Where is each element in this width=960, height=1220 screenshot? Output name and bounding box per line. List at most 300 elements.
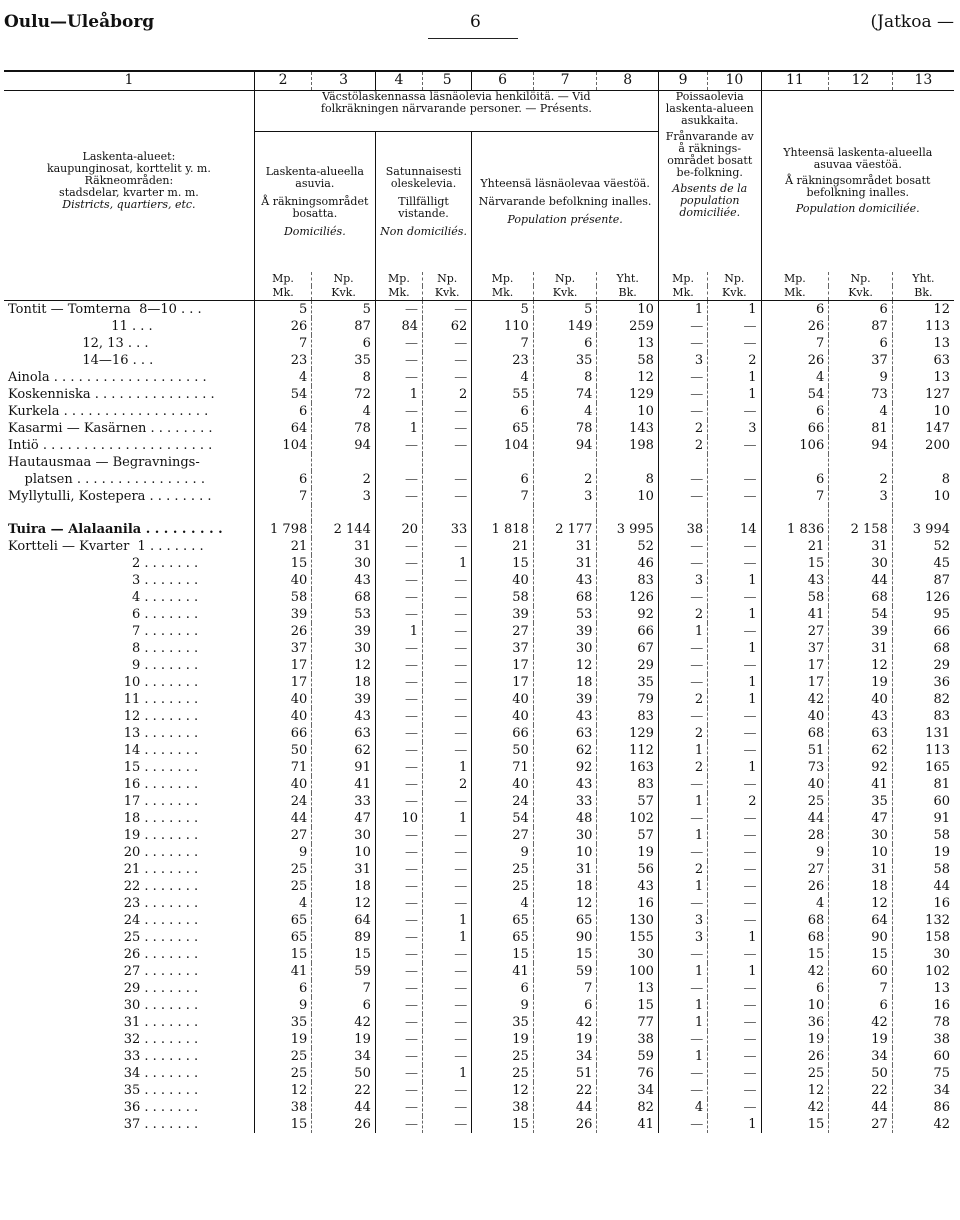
table-cell: 18 [533,674,597,691]
table-cell: — [375,708,422,725]
table-cell: 31 [829,861,893,878]
table-cell: 68 [761,725,829,742]
table-cell: 56 [597,861,659,878]
domiciled-header-line: Domiciliés. [283,224,346,238]
table-cell: 12 [597,369,659,386]
table-cell: — [708,725,761,742]
table-cell: 43 [597,878,659,895]
row-label: 29 . . . . . . . [4,980,254,997]
table-cell: 44 [312,1099,376,1116]
page-header [0,12,960,42]
table-row [4,420,954,437]
table-cell: 1 [658,878,707,895]
table-cell: — [423,538,472,555]
table-cell: 71 [254,759,311,776]
table-cell: 1 [658,963,707,980]
table-cell: 3 [829,488,893,505]
table-cell: 15 [254,946,311,963]
table-cell: 20 [375,521,422,538]
table-cell: 6 [533,997,597,1014]
table-cell: 51 [761,742,829,759]
table-cell [533,454,597,471]
table-cell: 26 [761,318,829,335]
unit-label: Np. [423,272,472,286]
table-cell: 34 [829,1048,893,1065]
table-cell: — [423,420,472,437]
table-cell: — [375,1048,422,1065]
table-cell: 54 [761,386,829,403]
table-cell: 41 [597,1116,659,1133]
table-cell: 35 [472,1014,534,1031]
table-cell: — [423,300,472,318]
table-cell: 2 177 [533,521,597,538]
table-cell: — [708,878,761,895]
table-cell: — [708,538,761,555]
table-cell: — [658,708,707,725]
table-cell: — [375,1065,422,1082]
unit-label-empty [4,286,254,301]
table-cell: — [375,793,422,810]
table-cell: 132 [925,912,950,928]
unit-row-b [4,286,954,301]
table-cell: 31 [533,555,597,572]
table-cell: — [375,895,422,912]
table-cell: — [708,708,761,725]
table-cell: 2 [658,420,707,437]
table-cell: 31 [829,640,893,657]
table-row [4,454,954,471]
table-cell: 130 [597,912,659,929]
column-number: 9 [658,71,707,91]
table-cell: — [658,1082,707,1099]
table-cell: — [375,488,422,505]
table-cell: 26 [761,1048,829,1065]
table-cell: 10 [597,403,659,420]
table-cell: 1 [658,827,707,844]
col1-header-line: Laskenta-alueet: [82,150,176,164]
table-cell: 50 [829,1065,893,1082]
table-cell: 87 [312,318,376,335]
table-cell: 19 [597,844,659,861]
row-label: 33 . . . . . . . [4,1048,254,1065]
table-cell: 39 [254,606,311,623]
table-cell: 5 [472,300,534,318]
table-cell: 37 [254,640,311,657]
table-cell: 39 [312,691,376,708]
unit-label: Mk. [254,286,311,301]
table-cell: — [375,980,422,997]
row-label: 27 . . . . . . . [4,963,254,980]
table-cell: 46 [597,555,659,572]
table-cell: 2 [658,759,707,776]
col1-header-line: stadsdelar, kvarter m. m. [59,186,199,200]
column-number: 8 [597,71,659,91]
table-row [4,555,954,572]
total-domiciled-line: Å räkningsområdet bosatt befolkning inalles. [785,174,931,200]
table-cell: 41 [472,963,534,980]
table-cell: 15 [472,946,534,963]
table-cell: 4 [533,403,597,420]
temporary-header-line: Tillfälligt vistande. [398,194,449,220]
table-cell: — [658,980,707,997]
table-cell: — [423,674,472,691]
table-cell: — [375,1099,422,1116]
table-cell: 31 [312,538,376,555]
table-cell: 35 [597,674,659,691]
table-cell: 68 [933,640,950,656]
table-cell: — [708,844,761,861]
table-cell: 42 [829,1014,893,1031]
table-cell: 83 [597,708,659,725]
table-cell: 33 [423,521,472,538]
row-label: 3 . . . . . . . [4,572,254,589]
table-cell: 113 [925,742,950,758]
table-cell: — [658,403,707,420]
table-body [4,300,954,1133]
table-row [4,300,954,318]
table-cell: 57 [597,793,659,810]
table-cell: 1 [708,929,761,946]
unit-label: Np. [533,272,597,286]
table-cell: 2 [708,793,761,810]
row-label: Tontit — Tomterna 8—10 . . . [4,300,254,318]
table-cell: — [708,403,761,420]
table-cell: — [423,589,472,606]
table-cell: 65 [472,929,534,946]
table-cell: 34 [933,1082,950,1098]
table-cell: 63 [533,725,597,742]
table-cell: — [423,1014,472,1031]
table-cell: 6 [829,335,893,352]
table-cell: 10 [533,844,597,861]
table-cell: — [658,538,707,555]
table-cell [472,454,534,471]
table-cell: 126 [597,589,659,606]
table-cell: 40 [829,691,893,708]
table-cell: 30 [312,827,376,844]
table-cell: 1 [658,623,707,640]
table-cell: 2 [829,471,893,488]
table-row [4,793,954,810]
table-cell: 18 [533,878,597,895]
row-label: 11 . . . . . . . [4,691,254,708]
table-cell: 43 [533,708,597,725]
table-cell: — [708,657,761,674]
table-cell: — [708,335,761,352]
row-label: 32 . . . . . . . [4,1031,254,1048]
unit-label: Yht. [912,271,935,285]
table-cell: 41 [254,963,311,980]
table-cell: 26 [312,1116,376,1133]
table-cell: 27 [761,623,829,640]
table-cell: 81 [933,776,950,792]
table-cell: 158 [925,929,950,945]
table-cell: — [708,623,761,640]
table-cell: 65 [254,912,311,929]
table-cell: 102 [597,810,659,827]
table-cell: 10 [597,488,659,505]
table-cell: 6 [254,980,311,997]
table-cell: — [423,895,472,912]
unit-label: Mp. [658,272,707,286]
row-label: 16 . . . . . . . [4,776,254,793]
table-cell: 72 [312,386,376,403]
table-cell: 7 [472,488,534,505]
table-cell: 1 [708,691,761,708]
table-cell: 27 [472,827,534,844]
table-cell: 36 [761,1014,829,1031]
table-cell: 37 [472,640,534,657]
table-cell: — [375,691,422,708]
table-cell: 16 [933,895,950,911]
table-cell: — [375,878,422,895]
table-cell: 3 [658,352,707,369]
table-cell: 8 [312,369,376,386]
table-cell: 8 [941,471,950,487]
table-cell: 7 [312,980,376,997]
table-cell: 64 [312,912,376,929]
table-cell: — [708,471,761,488]
table-cell: — [375,674,422,691]
table-cell: — [375,352,422,369]
table-cell [312,505,376,521]
table-cell: 23 [472,352,534,369]
table-row [4,1014,954,1031]
table-cell: — [658,555,707,572]
table-cell: — [375,1082,422,1099]
total-present-header [472,132,659,272]
table-cell: 44 [829,1099,893,1116]
table-cell: 66 [761,420,829,437]
table-row [4,437,954,454]
table-cell: 155 [597,929,659,946]
table-cell: 39 [829,623,893,640]
table-cell [761,505,829,521]
row-label: 31 . . . . . . . [4,1014,254,1031]
table-cell: 27 [829,1116,893,1133]
table-cell: — [423,471,472,488]
unit-label: Mp. [472,272,534,286]
table-cell: 19 [933,844,950,860]
table-cell: 21 [254,538,311,555]
continuation-note: (Jatkoa — [870,12,954,32]
row-label: 26 . . . . . . . [4,946,254,963]
table-row [4,725,954,742]
table-cell: 12 [254,1082,311,1099]
table-cell: 12 [933,301,950,317]
table-row [4,386,954,403]
table-cell: — [423,844,472,861]
table-cell: 13 [597,335,659,352]
table-cell [312,454,376,471]
table-cell: 27 [472,623,534,640]
row-label: 11 . . . [4,318,254,335]
table-cell: — [375,572,422,589]
table-cell: 40 [254,691,311,708]
table-cell: 40 [761,776,829,793]
table-cell: 26 [254,318,311,335]
table-cell: — [708,946,761,963]
column-number: 2 [254,71,311,91]
row-label: 30 . . . . . . . [4,997,254,1014]
table-cell: 27 [254,827,311,844]
table-cell: — [375,997,422,1014]
table-cell [597,505,659,521]
table-cell: 6 [472,403,534,420]
population-table [4,70,954,1133]
table-cell: — [658,589,707,606]
table-cell: 2 [312,471,376,488]
table-cell: 2 [658,437,707,454]
table-cell: 12 [312,895,376,912]
table-cell: 127 [925,386,950,402]
table-cell: 13 [933,980,950,996]
table-cell: 62 [829,742,893,759]
table-cell: 2 [658,725,707,742]
table-cell: — [708,1099,761,1116]
table-cell: 6 [761,403,829,420]
table-cell: 84 [375,318,422,335]
table-cell: 31 [533,861,597,878]
table-row [4,369,954,386]
table-cell: 165 [925,759,950,775]
table-row [4,742,954,759]
table-cell: 24 [472,793,534,810]
table-cell: 83 [933,708,950,724]
table-cell: 87 [933,572,950,588]
table-cell: 94 [312,437,376,454]
table-cell: — [375,929,422,946]
total-domiciled-header [761,91,954,272]
table-cell: 15 [472,1116,534,1133]
table-cell: 65 [472,420,534,437]
table-cell: — [658,386,707,403]
table-cell: — [375,589,422,606]
table-cell: 1 [423,759,472,776]
table-row [4,335,954,352]
table-cell: 25 [472,878,534,895]
table-row [4,895,954,912]
table-cell: — [708,861,761,878]
table-cell: 95 [933,606,950,622]
unit-label: Kvk. [533,286,597,301]
table-cell: 17 [472,674,534,691]
table-cell: — [375,538,422,555]
row-label: 2 . . . . . . . [4,555,254,572]
table-cell [658,505,707,521]
table-row [4,776,954,793]
table-cell: — [423,997,472,1014]
table-cell: — [375,437,422,454]
row-label: Kortteli — Kvarter 1 . . . . . . . [4,538,254,555]
table-cell: 10 [597,300,659,318]
table-cell: — [375,403,422,420]
table-cell: 67 [597,640,659,657]
table-cell: 40 [472,708,534,725]
row-label: platsen . . . . . . . . . . . . . . . . [4,471,254,488]
table-cell: 26 [533,1116,597,1133]
table-cell: 25 [254,1065,311,1082]
table-cell: 50 [312,1065,376,1082]
table-cell: — [423,572,472,589]
table-cell: 40 [472,776,534,793]
table-cell: — [423,623,472,640]
table-cell: 66 [933,623,950,639]
table-cell: 24 [254,793,311,810]
table-cell [708,454,761,471]
table-cell: 58 [761,589,829,606]
row-label: Tuira — Alalaanila . . . . . . . . . [4,521,254,538]
table-cell: 30 [312,640,376,657]
table-cell: 40 [254,708,311,725]
table-cell: 25 [761,1065,829,1082]
column-number: 3 [312,71,376,91]
table-cell: 2 [533,471,597,488]
table-cell: 17 [254,674,311,691]
table-cell: 75 [933,1065,950,1081]
table-cell: 4 [761,369,829,386]
table-cell: 15 [761,946,829,963]
table-cell: 35 [829,793,893,810]
page-number: 6 [470,12,481,32]
table-cell: 2 [423,386,472,403]
table-cell: — [658,335,707,352]
absent-header-line: Frånvarande av å räknings-området bosatt be-folkning. [665,130,754,179]
table-cell: 22 [829,1082,893,1099]
table-row [4,827,954,844]
table-cell: 1 [708,640,761,657]
table-cell: 58 [597,352,659,369]
table-cell: 54 [472,810,534,827]
row-label: Koskenniska . . . . . . . . . . . . . . . [4,386,254,403]
table-cell: — [375,742,422,759]
table-cell: 5 [533,300,597,318]
table-row [4,488,954,505]
table-cell: — [375,335,422,352]
table-cell: 9 [472,997,534,1014]
table-cell: 42 [761,963,829,980]
table-cell: 64 [254,420,311,437]
table-cell: — [423,963,472,980]
row-label: Kurkela . . . . . . . . . . . . . . . . . . [4,403,254,420]
table-cell: 30 [933,946,950,962]
table-cell: — [658,1031,707,1048]
table-cell: — [375,606,422,623]
table-cell: 7 [472,335,534,352]
table-cell: 14 [708,521,761,538]
table-cell: 12 [829,895,893,912]
table-cell: 13 [597,980,659,997]
table-cell: 77 [597,1014,659,1031]
table-cell: 4 [761,895,829,912]
table-row [4,471,954,488]
table-cell: 22 [533,1082,597,1099]
col1-header-line: Räkneområden: [84,174,174,188]
table-cell: 58 [933,827,950,843]
table-cell: 31 [829,538,893,555]
table-cell: 92 [829,759,893,776]
table-cell: 50 [254,742,311,759]
table-cell: 89 [312,929,376,946]
table-cell: 57 [597,827,659,844]
table-row [4,963,954,980]
table-cell [892,454,954,471]
row-label: 12 . . . . . . . [4,708,254,725]
table-cell: 47 [312,810,376,827]
table-row [4,623,954,640]
table-cell: 17 [761,674,829,691]
row-label: 25 . . . . . . . [4,929,254,946]
